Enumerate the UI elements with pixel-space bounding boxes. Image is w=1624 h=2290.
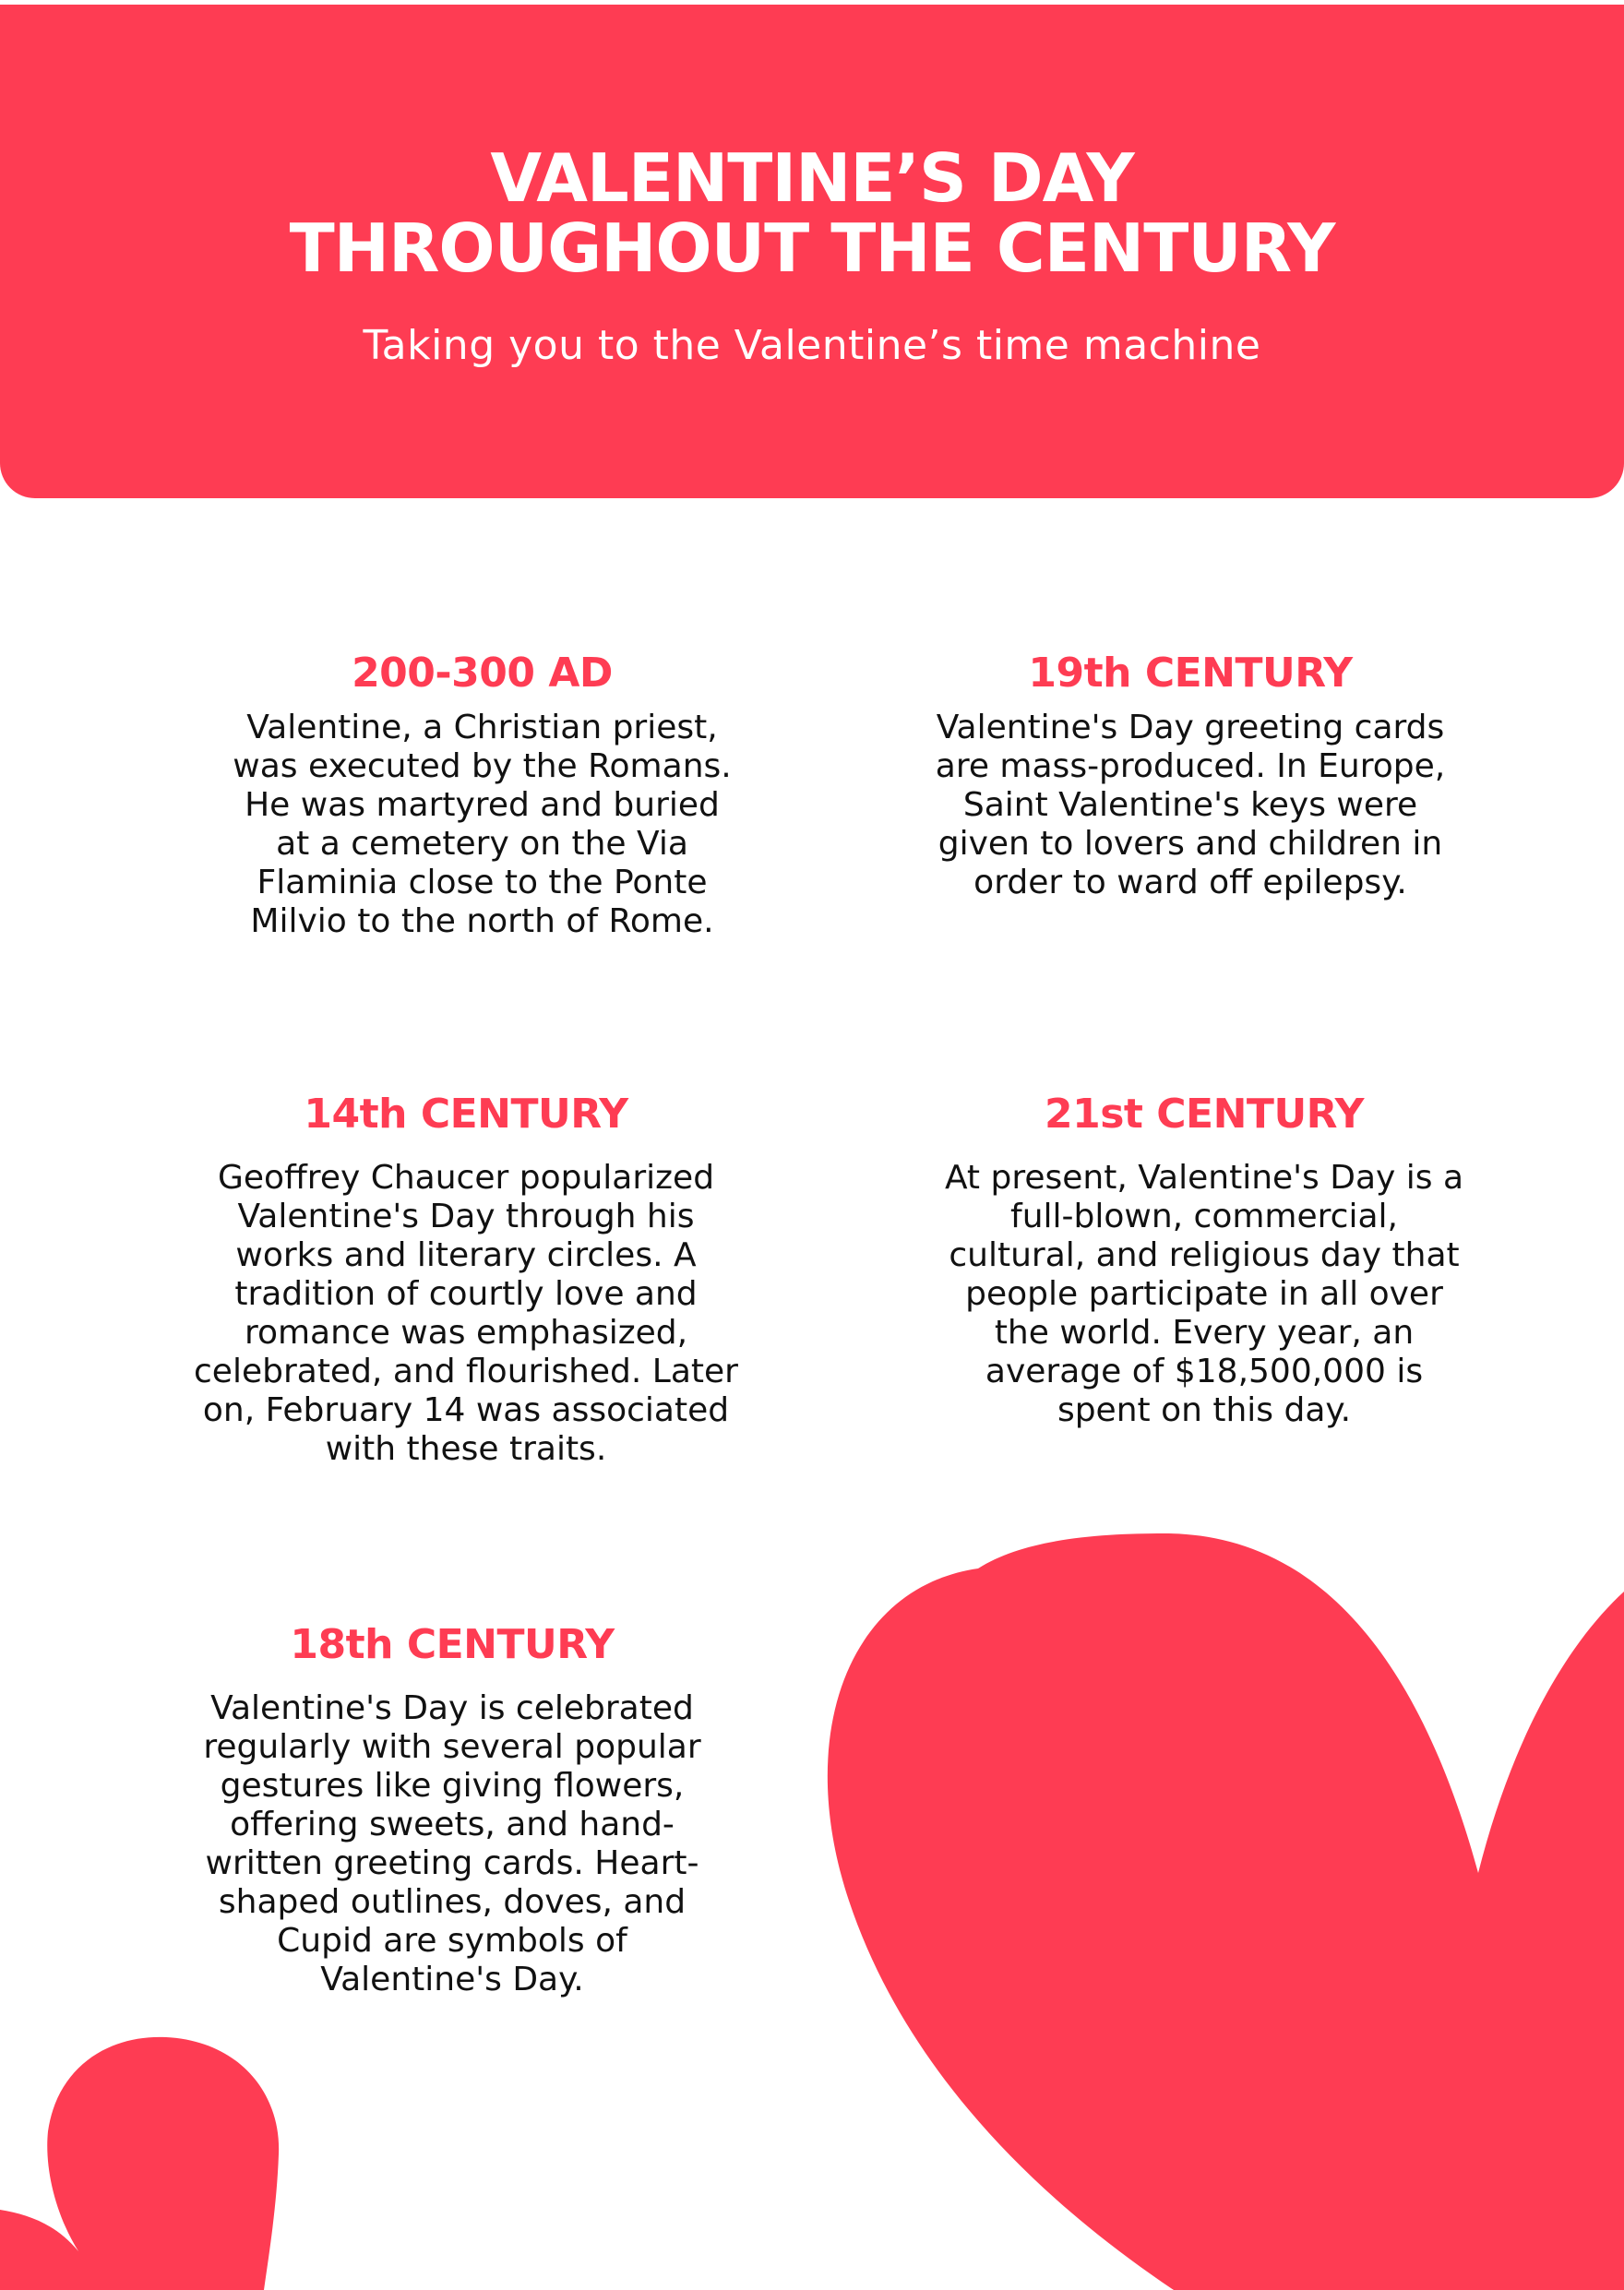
entry-heading: 19th CENTURY bbox=[1028, 650, 1353, 697]
large-heart-shape bbox=[828, 1533, 1624, 2290]
timeline-entry-21st-century bbox=[904, 1089, 1504, 1430]
entry-body bbox=[157, 1689, 747, 1999]
entry-line: Cupid are symbols of bbox=[277, 1922, 627, 1960]
entry-line: At present, Valentine's Day is a bbox=[944, 1159, 1464, 1197]
small-heart-shape bbox=[0, 2037, 279, 2290]
page-subtitle: Taking you to the Valentine’s time machine bbox=[363, 322, 1261, 369]
title-line-2: THROUGHOUT THE CENTURY bbox=[289, 209, 1335, 287]
timeline-entry-14th-century bbox=[166, 1089, 766, 1469]
entry-line: Saint Valentine's keys were bbox=[962, 786, 1418, 824]
entry-line: regularly with several popular bbox=[203, 1728, 701, 1766]
entry-line: given to lovers and children in bbox=[937, 825, 1443, 863]
entry-body bbox=[904, 1159, 1504, 1430]
entry-line: average of $18,500,000 is bbox=[985, 1353, 1424, 1390]
header-banner bbox=[0, 5, 1624, 498]
entry-line: gestures like giving flowers, bbox=[220, 1767, 685, 1805]
timeline-entry-200-300-ad bbox=[185, 648, 780, 941]
entry-line: Valentine's Day. bbox=[320, 1961, 584, 1998]
entry-line: Valentine, a Christian priest, bbox=[246, 709, 718, 746]
entry-line: celebrated, and flourished. Later bbox=[194, 1353, 738, 1390]
entry-heading: 200-300 AD bbox=[352, 650, 613, 697]
entry-line: romance was emphasized, bbox=[244, 1314, 688, 1352]
entry-line: shaped outlines, doves, and bbox=[218, 1883, 687, 1921]
entry-line: cultural, and religious day that bbox=[949, 1236, 1460, 1274]
entry-line: tradition of courtly love and bbox=[234, 1275, 698, 1313]
entry-line: order to ward off epilepsy. bbox=[973, 864, 1407, 901]
entry-line: full-blown, commercial, bbox=[1010, 1198, 1398, 1235]
entry-line: was executed by the Romans. bbox=[233, 747, 732, 785]
entry-line: people participate in all over bbox=[965, 1275, 1443, 1313]
entry-line: written greeting cards. Heart- bbox=[205, 1844, 699, 1882]
entry-line: He was martyred and buried bbox=[245, 786, 720, 824]
entry-line: at a cemetery on the Via bbox=[276, 825, 688, 863]
entry-heading: 21st CENTURY bbox=[1044, 1091, 1365, 1138]
title-line-1: VALENTINE’S DAY bbox=[490, 139, 1134, 217]
entry-line: offering sweets, and hand- bbox=[230, 1806, 675, 1843]
entry-line: are mass-produced. In Europe, bbox=[935, 747, 1446, 785]
entry-line: Flaminia close to the Ponte bbox=[257, 864, 708, 901]
entry-line: Geoffrey Chaucer popularized bbox=[217, 1159, 715, 1197]
entry-line: works and literary circles. A bbox=[235, 1236, 697, 1274]
entry-line: Valentine's Day through his bbox=[237, 1198, 695, 1235]
page-title bbox=[0, 139, 1624, 287]
entry-heading: 18th CENTURY bbox=[290, 1621, 615, 1668]
timeline-entry-19th-century bbox=[895, 648, 1486, 902]
timeline-entry-18th-century bbox=[157, 1619, 747, 1999]
entry-line: the world. Every year, an bbox=[994, 1314, 1415, 1352]
entry-line: on, February 14 was associated bbox=[202, 1391, 730, 1429]
entry-line: Milvio to the north of Rome. bbox=[250, 902, 714, 940]
entry-heading: 14th CENTURY bbox=[304, 1091, 628, 1138]
entry-line: Valentine's Day is celebrated bbox=[210, 1689, 694, 1727]
entry-body bbox=[895, 709, 1486, 902]
entry-line: spent on this day. bbox=[1057, 1391, 1352, 1429]
entry-body bbox=[166, 1159, 766, 1469]
entry-line: Valentine's Day greeting cards bbox=[936, 709, 1445, 746]
entry-line: with these traits. bbox=[325, 1430, 607, 1468]
entry-body bbox=[185, 709, 780, 941]
